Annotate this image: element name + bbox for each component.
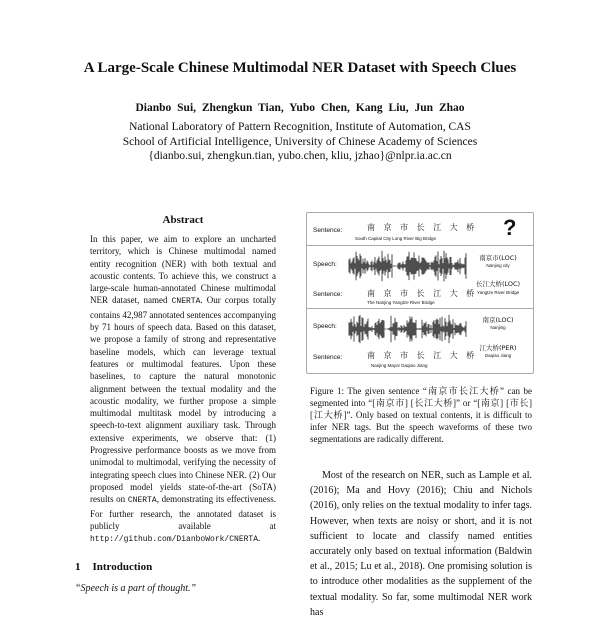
speech-waveform: [349, 249, 467, 283]
entity-gloss: Yangtze River Bridge: [476, 290, 520, 295]
sentence-gloss: Nanjing Mayor Daqiao Jiang: [371, 363, 428, 368]
affiliation-2: School of Artificial Intelligence, University of Chinese Academy of Sciences: [122, 136, 478, 148]
figure-caption: Figure 1: The given sentence “南京市长江大桥” can be segmented into “[南京市] [长江大桥]” or “[南京] [市长] [江大桥]”. Only based on textual contents, it is difficult to infer NER tags. But the speech waveforms of these two segmentations are radically different.: [310, 386, 532, 444]
waveform-path: [349, 251, 466, 282]
speech-label: Speech:: [313, 323, 337, 330]
sentence-zh: 南 京 市 长 江 大 桥: [367, 289, 478, 298]
sentence-zh: 南 京 市 长 江 大 桥: [367, 223, 478, 232]
section-heading: 1 Introduction: [75, 561, 153, 573]
figure-divider: [307, 308, 533, 309]
entity-tag: 南京(LOC): [482, 316, 514, 324]
waveform-path: [349, 315, 466, 343]
intro-paragraph: Most of the research on NER, such as Lample et al. (2016); Ma and Hovy (2016); Chiu and Nichols (2016), only relies on the textual modality to infer tags. However, when texts are noisy or short, and it is not sufficient to locate and classify named entities accurately only based on textual information (Baldwin et al., 2015; Lu et al., 2018). One promising solution is to introduce other modalities as the supplement of the textual modality. So far, some multimodal NER work has: [310, 470, 532, 618]
author-emails: {dianbo.sui, zhengkun.tian, yubo.chen, kliu, jzhao}@nlpr.ia.ac.cn: [148, 150, 452, 162]
entity-gloss: Nanjing: [490, 325, 506, 330]
speech-waveform: [349, 312, 467, 346]
sentence-label: Sentence:: [313, 227, 343, 234]
entity-gloss: Nanjing city: [486, 263, 510, 268]
figure-1: [306, 212, 534, 374]
sentence-gloss: The Nanjing Yangtze River Bridge: [367, 300, 435, 305]
authors: Dianbo Sui, Zhengkun Tian, Yubo Chen, Kang Liu, Jun Zhao: [135, 102, 465, 114]
question-mark-icon: ?: [503, 215, 517, 240]
speech-label: Speech:: [313, 261, 337, 268]
sentence-label: Sentence:: [313, 354, 343, 361]
sentence-zh: 南 京 市 长 江 大 桥: [367, 351, 478, 360]
sentence-gloss: South Capital City Long River Big Bridge: [355, 236, 437, 241]
entity-tag: 江大桥(PER): [479, 344, 517, 352]
sentence-label: Sentence:: [313, 291, 343, 298]
abstract-body: In this paper, we aim to explore an uncharted territory, which is Chinese multimodal named entity recognition (NER) with both textual and acoustic contents. To achieve this, we construct a large-scale human-annotated Chinese multimodal NER dataset, named CNERTA. Our corpus totally contains 42,987 annotated sentences accompanying by 71 hours of speech data. Based on this dataset, we propose a family of strong and representative baseline models, which can leverage textual features or multimodal features. Upon these baselines, to capture the natural monotonic alignment between the textual modality and the acoustic modality, we further propose a simple multimodal multitask model by introducing a speech-to-text alignment auxiliary task. Through extensive experiments, we observe that: (1) Progressive performance boosts as we move from unimodal to multimodal, verifying the necessity of integrating speech clues into Chinese NER. (2) Our proposed model yields state-of-the-art (SoTA) results on CNERTA, demonstrating its effectiveness. For further research, the annotated dataset is publicly available at http://github.com/DianboWork/CNERTA.: [90, 234, 277, 545]
figure-divider: [307, 245, 533, 246]
dataset-link[interactable]: http://github.com/DianboWork/CNERTA: [90, 535, 259, 545]
entity-gloss: Daqiao Jiang: [484, 353, 512, 358]
entity-tag: 南京市(LOC): [479, 254, 517, 262]
paper-title: A Large-Scale Chinese Multimodal NER Dataset with Speech Clues: [83, 60, 517, 76]
abstract-heading: Abstract: [162, 214, 204, 226]
entity-tag: 长江大桥(LOC): [475, 280, 521, 288]
affiliation-1: National Laboratory of Pattern Recognition, Institute of Automation, CAS: [129, 121, 471, 133]
epigraph: “Speech is a part of thought.”: [75, 583, 197, 594]
